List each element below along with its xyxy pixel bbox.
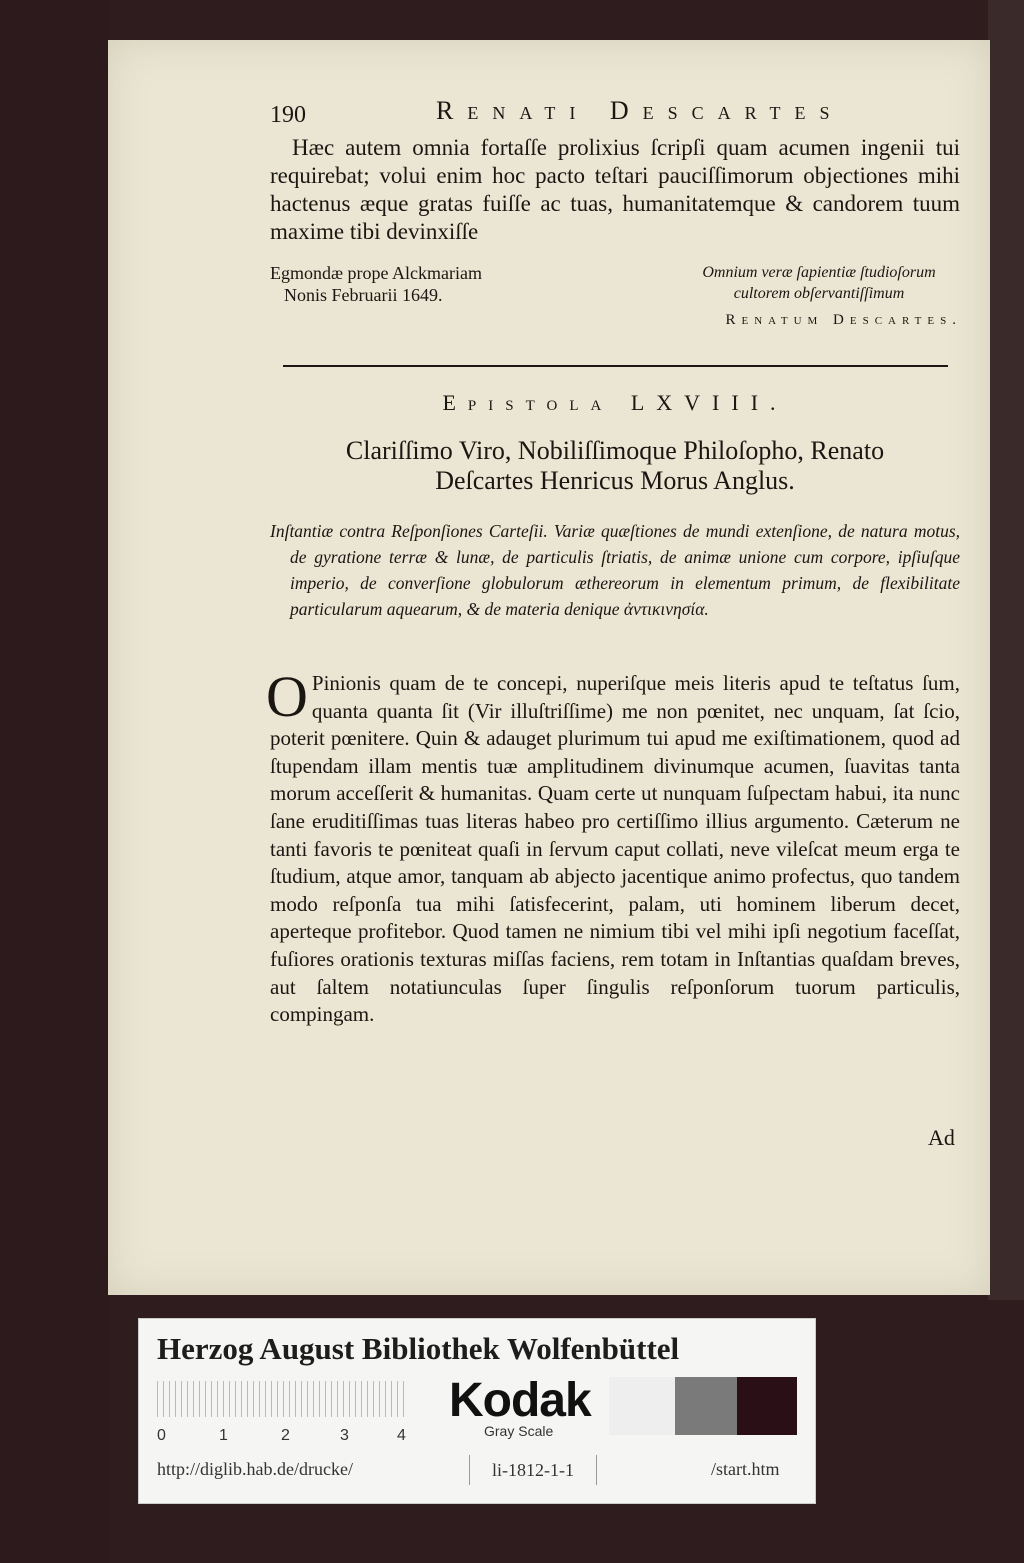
place-date [270,262,482,306]
closing-paragraph: Hæc autem omnia fortaſſe prolixius ſcripſi quam acumen ingenii tui requirebat; volui enim hoc pacto teſtari pauciſſimorum objectiones mihi hactenus æque gratas fuiſſe ac tuas, humanitatemque & candorem tuum maxime tibi devinxiſſe [270,135,960,244]
gray-swatch-light [609,1377,675,1435]
library-name: Herzog August Bibliothek Wolfenbüttel [157,1331,680,1366]
ruler-ticks [157,1381,407,1417]
ruler-number: 0 [157,1427,166,1444]
scan-target-card [138,1318,816,1504]
scan-border-left [0,0,110,1563]
signature: Renatum Descartes. [725,312,962,328]
date-line: Nonis Februarii 1649. [284,285,443,305]
ruler-number: 3 [340,1427,349,1444]
letter-addressee [270,436,960,496]
book-page [108,40,990,1295]
ruler-number: 1 [219,1427,228,1444]
scale-ruler [157,1381,407,1444]
ruler-number: 4 [397,1427,406,1444]
ruler-number: 2 [281,1427,290,1444]
section-rule [283,365,948,367]
place-line: Egmondæ prope Alckmariam [270,263,482,283]
gray-swatch-mid [675,1377,737,1435]
drop-cap: O [266,664,308,729]
scan-border-right [988,0,1024,1300]
closing-line-2: cultorem obſervantiſſimum [733,285,905,302]
letter-heading: Epistola LXVIII. [442,390,788,415]
closing-line-1: Omnium veræ ſapientiæ ſtudioſorum [702,264,936,281]
gray-swatch-dark [737,1377,797,1435]
kodak-logo: Kodak [449,1374,591,1427]
gray-scale-label: Gray Scale [484,1423,554,1439]
closing-formula [678,262,960,304]
url-part-file: /start.htm [711,1459,780,1479]
page-number: 190 [270,102,306,128]
letter-summary: Inſtantiæ contra Reſponſiones Carteſii. Variæ quæſtiones de mundi extenſione, de natura motus, de gyratione terræ & lunæ, de particulis ſtriatis, de animæ unione cum corpore, ipſiuſque imperio, de converſione globulorum æthereorum in elementum primum, de flexibilitate particularum aquearum, & de materia denique ἀντικινησία. [270,521,960,619]
url-part-base: http://diglib.hab.de/drucke/ [157,1459,353,1479]
body-text: Pinionis quam de te concepi, nuperiſque meis literis apud te teſtatus ſum, quanta quanta ſit (Vir illuſtriſſime) me non pœnitet, nec unquam, ſat ſcio, poterit pœnitere. Quin & adauget plurimum tui apud me exiſtimationem, quod ad ſtupendam illam mentis tuæ amplitudinem divinumque acumen, ſuavitas tanta morum acceſſerit & humanitas. Quam certe ut nunquam ſuſpectam habui, ita nunc ſane eruditiſſimas tuas literas habeo pro certiſſimo illius argumento. Cæterum ne tanti favoris te pœniteat quaſi in ſervum caput collati, neve vileſcat meum erga te ſtudium, atque amor, tanquam ab abjecto jacentique animo profectus, quo tandem modo reſponſa tua mihi ſatisfecerint, palam, uti hominem liberum decet, aperteque profitebor. Quod tamen ne nimium tibi vel mihi ipſi negotium faceſſat, fuſiores orationis texturas miſſas faciens, rem totam in Inſtantias quaſdam breves, aut ſaltem notatiunculas ſuper ſingulis reſponſorum tuorum particulis, compingam. [270,671,960,1027]
running-title: Renati Descartes [436,96,844,125]
letter-body [266,664,960,1029]
addressee-line-2: Deſcartes Henricus Morus Anglus. [435,466,795,495]
url-part-id: li-1812-1-1 [469,1455,597,1485]
running-head [270,96,970,130]
catchword: Ad [928,1125,955,1150]
addressee-line-1: Clariſſimo Viro, Nobiliſſimoque Philoſopho, Renato [345,436,885,465]
